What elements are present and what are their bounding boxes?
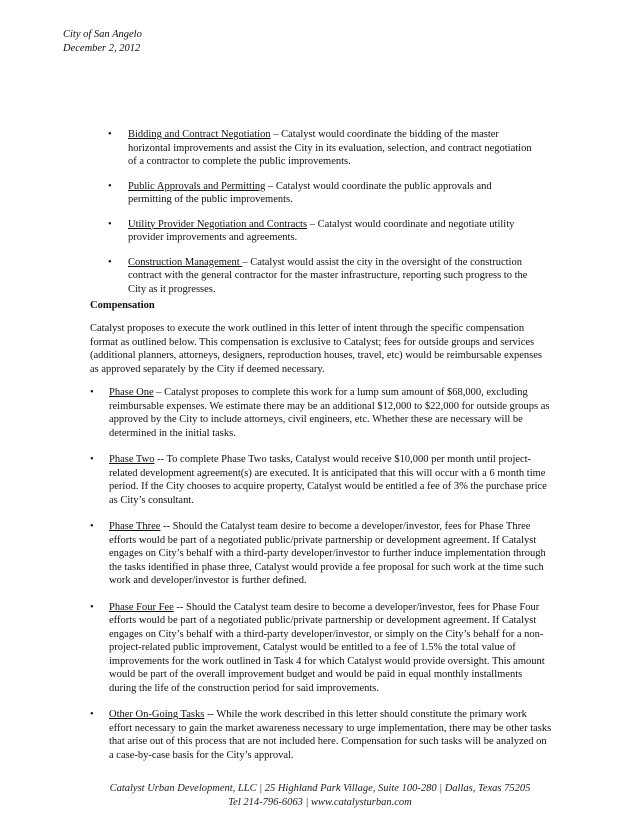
phase-title: Phase One (109, 387, 154, 398)
item-title: Public Approvals and Permitting (128, 180, 266, 192)
compensation-paragraph: Catalyst proposes to execute the work outlined in this letter of intent through the specific compensation format as outlined below. This compensation is exclusive to Catalyst; fees for outside groups and services (additional planners, attorneys, designers, reproduction houses, travel, etc) would be reimbursable expenses as approved separately by the City if deemed necessary. (90, 323, 542, 375)
item-text: – Catalyst would assist the city in the oversight of the construction contract with the general contractor for the master infrastructure, reporting such progress to the City as it progresses. (128, 256, 528, 295)
phase-text: -- To complete Phase Two tasks, Catalyst would receive $10,000 per month until project-related development agreement(s) are executed. It is anticipated that this will occur with a 6 month time period. If the City chooses to acquire property, Catalyst would be entitled a fee of 3% the purchase price as City’s consultant. (109, 454, 547, 506)
phase-title: Phase Two (109, 454, 155, 465)
header-date: December 2, 2012 (63, 43, 141, 54)
footer-contact: Tel 214-796-6063 | www.catalysturban.com (228, 797, 412, 808)
bullet: • (108, 218, 112, 230)
header-city: City of San Angelo (63, 29, 142, 40)
phase-text: -- While the work described in this letter should constitute the primary work effort necessary to gain the market awareness necessary to urge implementation, there may be other tasks that arise out of this process that are not included here. Compensation for such tasks will be analyzed on a case-by-case basis for the City’s approval. (109, 709, 552, 761)
compensation-heading: Compensation (90, 300, 155, 311)
list-item (90, 708, 552, 762)
item-text: – Catalyst would coordinate and negotiate utility provider improvements and agreements. (128, 218, 515, 243)
bullet: • (90, 709, 94, 720)
list-item (90, 520, 552, 588)
document-footer (60, 782, 580, 810)
list-item (90, 386, 552, 440)
item-text: – Catalyst would coordinate the bidding of the master horizontal improvements and assist the City in its evaluation, selection, and contract negotiation of a contractor to complete the public improvements. (128, 129, 532, 167)
phase-text: -- Should the Catalyst team desire to become a developer/investor, fees for Phase Four efforts would be part of a negotiated public/private partnership or development agreement. If Catalyst engages on City’s behalf with a third-party developer/investor, or simply on the City’s behalf for a non-project-related public improvement, Catalyst would be entitled to a fee of 1.5% the total value of improvements for the work outlined in Task 4 for which Catalyst would provide oversight. This amount would be part of the overall improvement budget and would be paid in equal monthly installments during the life of the construction period for said improvements. (109, 601, 545, 694)
list-item (108, 256, 538, 297)
bullet: • (108, 129, 112, 140)
task-list (108, 128, 538, 307)
item-text: – Catalyst would coordinate the public approvals and permitting of the public improvements. (128, 180, 492, 205)
bullet: • (90, 454, 94, 465)
phase-title: Phase Four Fee (109, 601, 174, 613)
phase-title: Phase Three (109, 521, 161, 532)
item-title: Bidding and Contract Negotiation (128, 129, 271, 140)
list-item (108, 180, 538, 207)
bullet: • (90, 601, 94, 613)
list-item (90, 601, 552, 696)
phase-list (90, 386, 552, 775)
bullet: • (90, 521, 94, 532)
bullet: • (108, 180, 112, 192)
item-title: Construction Management (128, 256, 243, 268)
phase-text: -- Should the Catalyst team desire to become a developer/investor, fees for Phase Three efforts would be part of a negotiated public/private partnership or development agreement. If Catalyst engages on City’s behalf with a third-party developer/investor to further induce implementation through the tasks identified in phase three, Catalyst would provide a fee proposal for such work at the time such work and developer/investor is further defined. (109, 521, 546, 586)
bullet: • (108, 256, 112, 268)
phase-text: – Catalyst proposes to complete this work for a lump sum amount of $68,000, excluding reimbursable expenses. We estimate there may be an additional $12,000 to $22,000 for outside groups as approved by the City to include attorneys, civil engineers, etc. Whether these are necessary will be determined in the initial tasks. (109, 387, 550, 439)
bullet: • (90, 387, 94, 398)
item-title: Utility Provider Negotiation and Contracts (128, 218, 308, 230)
phase-title: Other On-Going Tasks (109, 709, 205, 720)
list-item (108, 128, 538, 169)
list-item (90, 453, 552, 507)
list-item (108, 218, 538, 245)
document-header (63, 28, 142, 56)
footer-address: Catalyst Urban Development, LLC | 25 Highland Park Village, Suite 100-280 | Dallas, Texas 75205 (109, 783, 531, 794)
